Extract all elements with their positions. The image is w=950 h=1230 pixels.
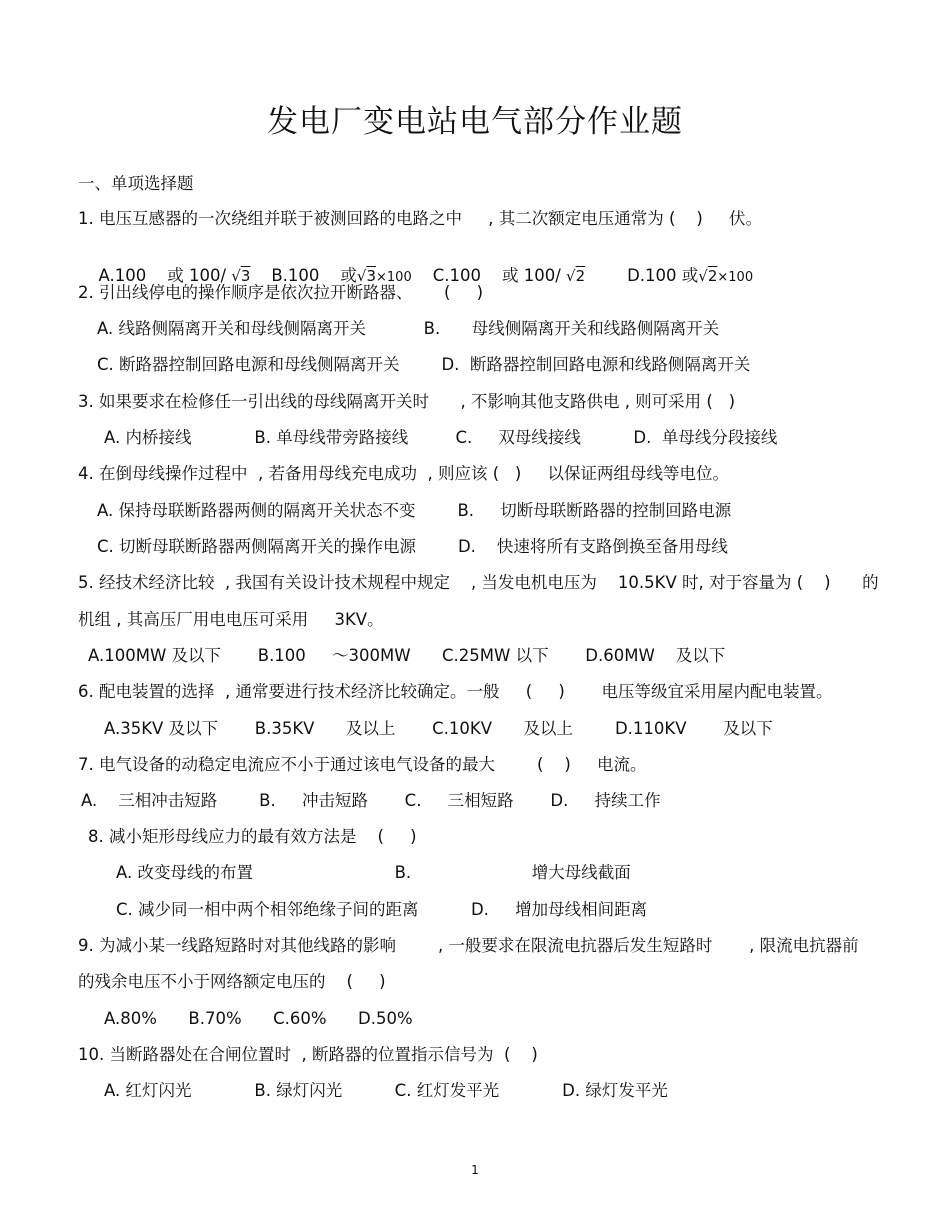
question-9-options: A.80% B.70% C.60% D.50%	[104, 1009, 413, 1028]
question-5-stem-line2: 机组 , 其高压厂用电电压可采用 3KV。	[78, 610, 384, 629]
q1-option-b: B.100 或√3×100	[271, 266, 412, 285]
question-4-options-row2: C. 切断母联断路器两侧隔离开关的操作电源 D. 快速将所有支路倒换至备用母线	[97, 537, 728, 556]
question-8-stem: 8. 减小矩形母线应力的最有效方法是 ( )	[88, 827, 417, 846]
question-2-stem: 2. 引出线停电的操作顺序是依次拉开断路器、 ( )	[78, 283, 484, 302]
question-8-options-row2: C. 减少同一相中两个相邻绝缘子间的距离 D. 增加母线相间距离	[116, 900, 648, 919]
question-3-stem: 3. 如果要求在检修任一引出线的母线隔离开关时 , 不影响其他支路供电 , 则可采用 ( )	[78, 392, 736, 411]
question-3-options: A. 内桥接线 B. 单母线带旁路接线 C. 双母线接线 D. 单母线分段接线	[104, 428, 778, 447]
sqrt-symbol: √	[566, 267, 576, 285]
question-10-stem: 10. 当断路器处在合闸位置时 , 断路器的位置指示信号为 ( )	[78, 1045, 538, 1064]
page-title: 发电厂变电站电气部分作业题	[267, 104, 683, 140]
question-7-options: A. 三相冲击短路 B. 冲击短路 C. 三相短路 D. 持续工作	[81, 791, 661, 810]
question-1-stem: 1. 电压互感器的一次绕组并联于被测回路的电路之中 , 其二次额定电压通常为 ( ) 伏。	[78, 209, 763, 228]
question-10-options: A. 红灯闪光 B. 绿灯闪光 C. 红灯发平光 D. 绿灯发平光	[104, 1081, 668, 1100]
question-7-stem: 7. 电气设备的动稳定电流应不小于通过该电气设备的最大 ( ) 电流。	[78, 755, 647, 774]
question-6-options: A.35KV 及以下 B.35KV 及以上 C.10KV 及以上 D.110KV 及以下	[104, 719, 773, 738]
question-4-stem: 4. 在倒母线操作过程中 , 若备用母线充电成功 , 则应该 ( ) 以保证两组母线等电位。	[78, 464, 730, 483]
q1-option-d: D.100 或√2×100	[627, 266, 754, 285]
sqrt-symbol: √	[231, 267, 241, 285]
question-6-stem: 6. 配电装置的选择 , 通常要进行技术经济比较确定。一般 ( ) 电压等级宜采用屋内配电装置。	[78, 682, 833, 701]
q1-option-a: A.100 或 100/ √3	[98, 266, 251, 285]
question-2-options-row1: A. 线路侧隔离开关和母线侧隔离开关 B. 母线侧隔离开关和线路侧隔离开关	[97, 319, 720, 338]
question-1-options	[88, 246, 753, 288]
question-9-stem-line1: 9. 为减小某一线路短路时对其他线路的影响 , 一般要求在限流电抗器后发生短路时 , 限流电抗器前	[78, 936, 859, 955]
question-5-stem-line1: 5. 经技术经济比较 , 我国有关设计技术规程中规定 , 当发电机电压为 10.5KV 时, 对于容量为 ( ) 的	[78, 573, 879, 592]
question-2-options-row2: C. 断路器控制回路电源和母线侧隔离开关 D. 断路器控制回路电源和线路侧隔离开关	[97, 355, 751, 374]
sqrt-symbol: √	[698, 267, 708, 285]
question-5-options: A.100MW 及以下 B.100 ～300MW C.25MW 以下 D.60MW 及以下	[88, 646, 726, 665]
section-heading: 一、单项选择题	[78, 174, 194, 193]
sqrt-symbol: √	[356, 267, 367, 285]
q1-option-c: C.100 或 100/ √2	[432, 266, 586, 285]
question-9-stem-line2: 的残余电压不小于网络额定电压的 ( )	[78, 972, 386, 991]
page-number: 1	[471, 1163, 479, 1177]
question-8-options-row1: A. 改变母线的布置 B. 增大母线截面	[116, 863, 631, 882]
question-4-options-row1: A. 保持母联断路器两侧的隔离开关状态不变 B. 切断母联断路器的控制回路电源	[97, 501, 732, 520]
